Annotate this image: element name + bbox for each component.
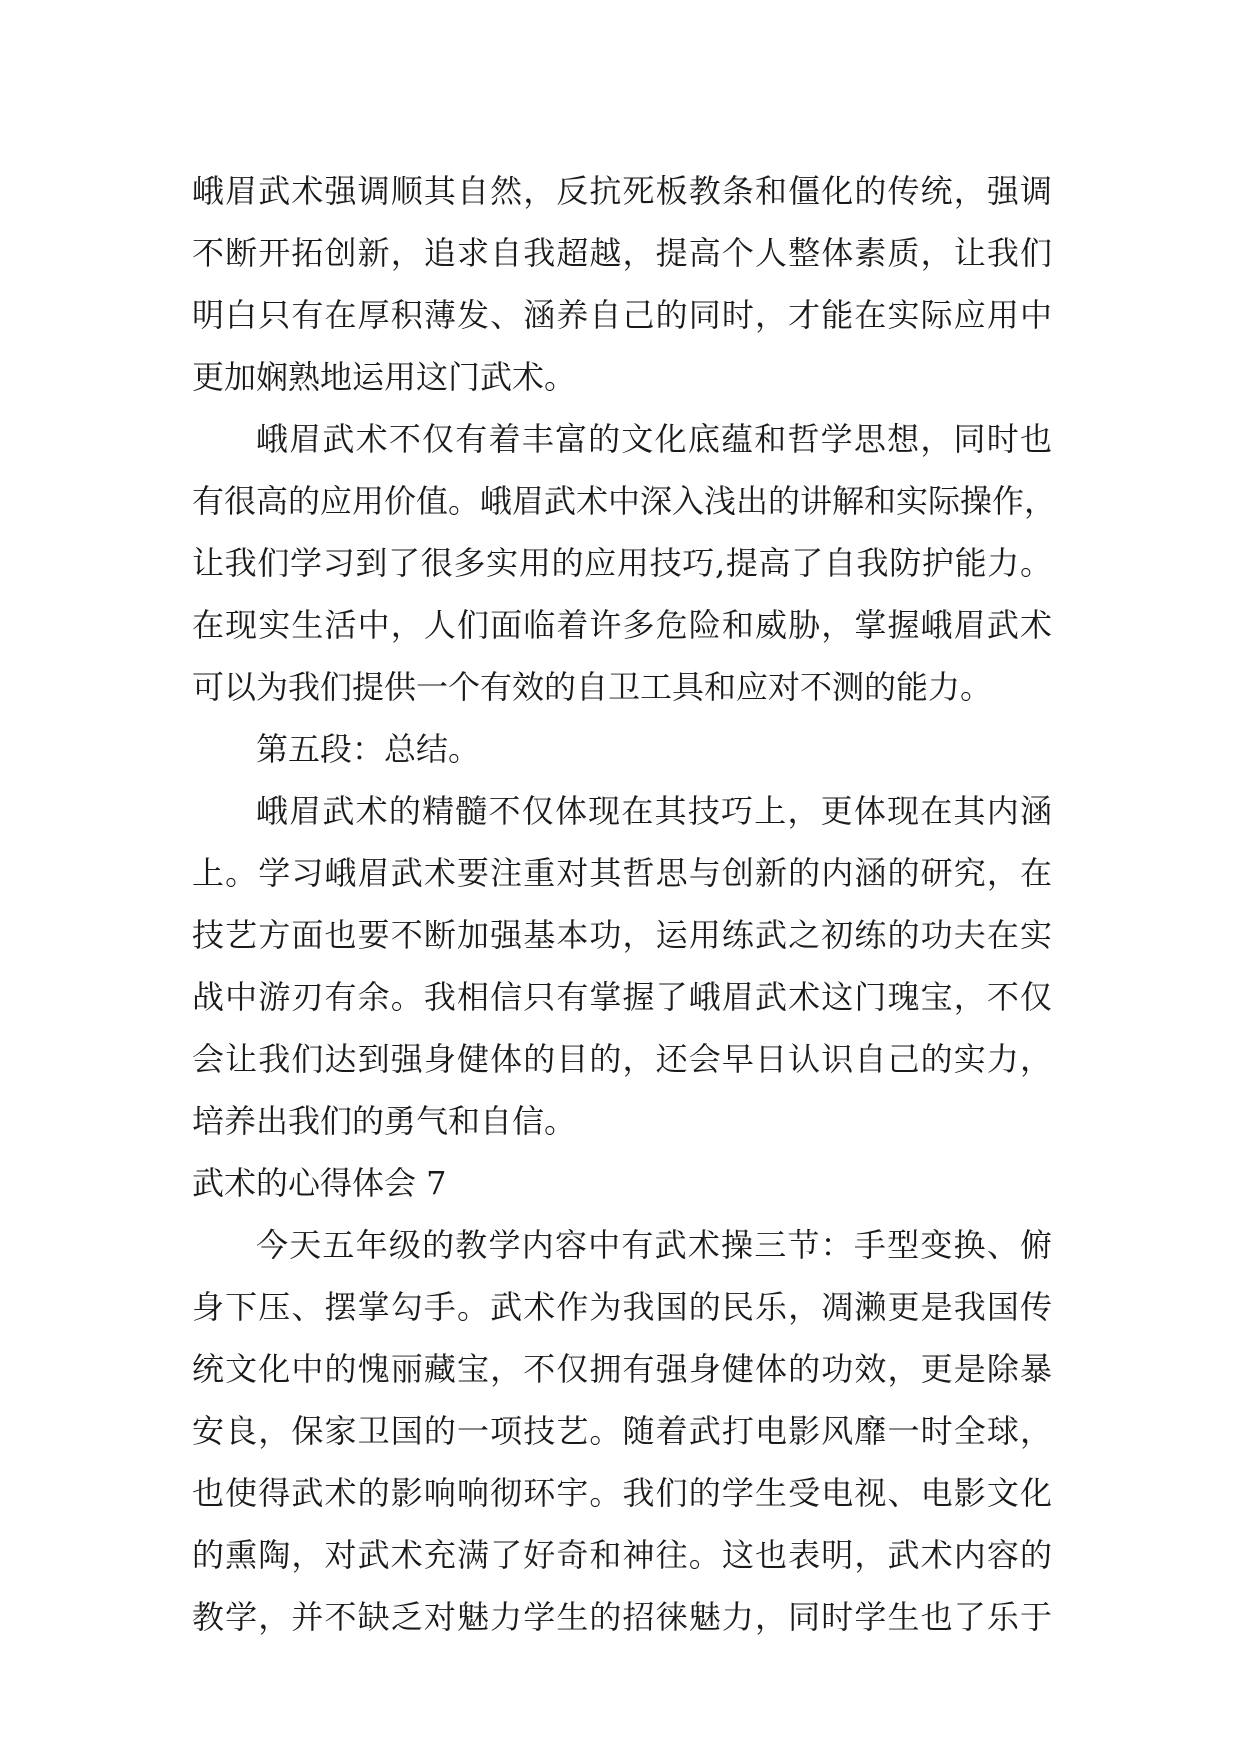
body-line: 更加娴熟地运用这门武术。 [192, 358, 577, 396]
body-line: 上。学习峨眉武术要注重对其哲思与创新的内涵的研究，在 [192, 854, 1052, 892]
body-line: 会让我们达到强身健体的目的，还会早日认识自己的实力， [192, 1040, 1052, 1078]
body-line: 培养出我们的勇气和自信。 [192, 1102, 577, 1140]
body-line: 也使得武术的影响响彻环宇。我们的学生受电视、电影文化 [192, 1474, 1052, 1512]
body-line: 峨眉武术的精髓不仅体现在其技巧上，更体现在其内涵 [256, 792, 1052, 830]
body-line: 技艺方面也要不断加强基本功，运用练武之初练的功夫在实 [192, 916, 1052, 954]
body-line: 今天五年级的教学内容中有武术操三节：手型变换、俯 [256, 1226, 1052, 1264]
body-line: 明白只有在厚积薄发、涵养自己的同时，才能在实际应用中 [192, 296, 1052, 334]
body-line: 安良，保家卫国的一项技艺。随着武打电影风靡一时全球， [192, 1412, 1052, 1450]
body-line: 统文化中的愧丽藏宝，不仅拥有强身健体的功效，更是除暴 [192, 1350, 1052, 1388]
body-line: 身下压、摆掌勾手。武术作为我国的民乐，凋濑更是我国传 [192, 1288, 1052, 1326]
body-line: 不断开拓创新，追求自我超越，提高个人整体素质，让我们 [192, 234, 1052, 272]
document-body [192, 160, 1057, 1648]
body-line: 可以为我们提供一个有效的自卫工具和应对不测的能力。 [192, 668, 993, 706]
body-line: 让我们学习到了很多实用的应用技巧,提高了自我防护能力。 [192, 544, 1052, 582]
body-line: 的熏陶，对武术充满了好奇和神往。这也表明，武术内容的 [192, 1536, 1052, 1574]
body-line: 峨眉武术强调顺其自然，反抗死板教条和僵化的传统，强调 [192, 172, 1052, 210]
body-line: 有很高的应用价值。峨眉武术中深入浅出的讲解和实际操作， [192, 482, 1057, 520]
body-line: 峨眉武术不仅有着丰富的文化底蕴和哲学思想，同时也 [256, 420, 1052, 458]
body-line: 在现实生活中，人们面临着许多危险和威胁，掌握峨眉武术 [192, 606, 1052, 644]
section-heading: 第五段：总结。 [256, 730, 481, 768]
article-title: 武术的心得体会 7 [192, 1164, 447, 1202]
body-line: 战中游刃有余。我相信只有掌握了峨眉武术这门瑰宝，不仅 [192, 978, 1052, 1016]
body-line: 教学，并不缺乏对魅力学生的招徕魅力，同时学生也了乐于 [192, 1598, 1052, 1636]
